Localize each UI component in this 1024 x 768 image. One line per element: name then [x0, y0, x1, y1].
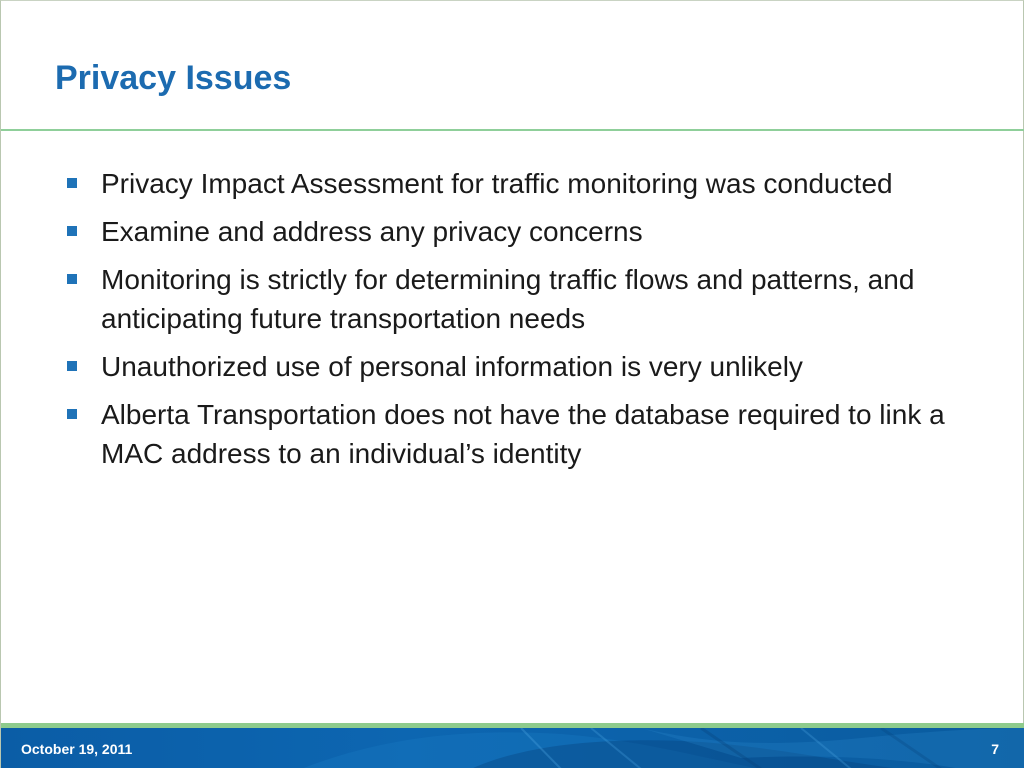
bullet-text: Privacy Impact Assessment for traffic monitoring was conducted [101, 168, 893, 199]
bullet-text: Monitoring is strictly for determining traffic flows and patterns, and anticipating future transportation needs [101, 264, 915, 334]
square-bullet-icon [67, 361, 77, 371]
square-bullet-icon [67, 178, 77, 188]
bullet-item [63, 164, 983, 203]
square-bullet-icon [67, 409, 77, 419]
square-bullet-icon [67, 226, 77, 236]
bullet-item [63, 347, 983, 386]
footer-bar [1, 728, 1024, 768]
bullet-list [63, 164, 983, 482]
square-bullet-icon [67, 274, 77, 284]
bullet-item [63, 395, 983, 473]
bullet-text: Unauthorized use of personal information is very unlikely [101, 351, 803, 382]
bullet-text: Alberta Transportation does not have the database required to link a MAC address to an individual’s identity [101, 399, 945, 469]
bullet-item [63, 260, 983, 338]
footer-pattern-decoration [1, 728, 1024, 768]
footer-date: October 19, 2011 [21, 741, 133, 757]
bullet-text: Examine and address any privacy concerns [101, 216, 643, 247]
page-number: 7 [991, 741, 999, 757]
slide-title: Privacy Issues [55, 59, 292, 97]
bullet-item [63, 212, 983, 251]
title-divider [1, 129, 1024, 131]
